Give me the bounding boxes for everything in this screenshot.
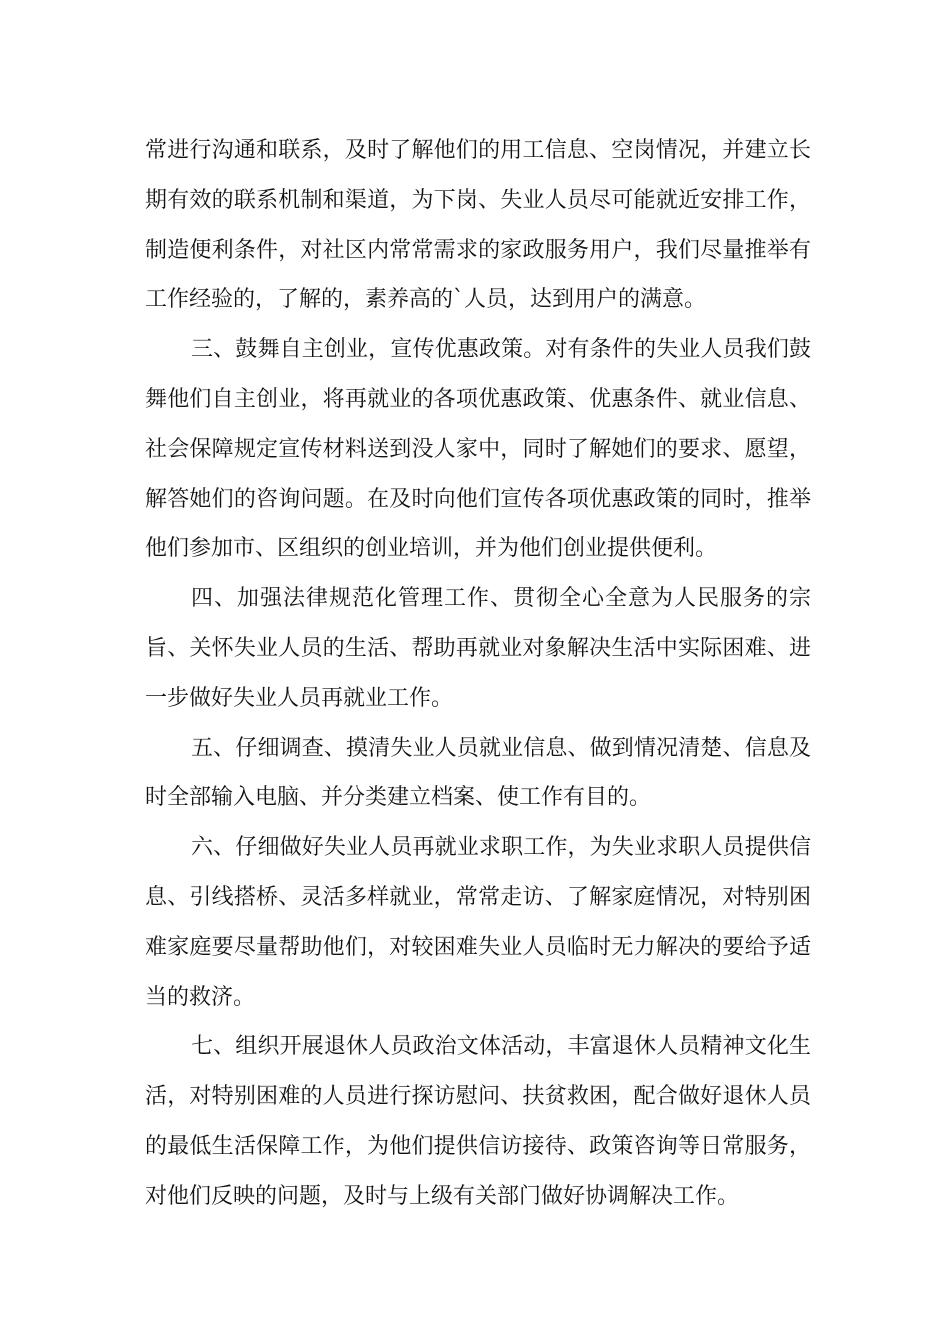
- document-body: [145, 126, 811, 1222]
- paragraph-item-7: 七、组织开展退休人员政治文体活动，丰富退休人员精神文化生活，对特别困难的人员进行探访慰问、扶贫救困，配合做好退休人员的最低生活保障工作，为他们提供信访接待、政策咨询等日常服务，对他们反映的问题，及时与上级有关部门做好协调解决工作。: [145, 1034, 811, 1209]
- paragraph-item-4: 四、加强法律规范化管理工作、贯彻全心全意为人民服务的宗旨、关怀失业人员的生活、帮助再就业对象解决生活中实际困难、进一步做好失业人员再就业工作。: [145, 586, 811, 711]
- paragraph-continuation: 常进行沟通和联系，及时了解他们的用工信息、空岗情况，并建立长期有效的联系机制和渠道，为下岗、失业人员尽可能就近安排工作，制造便利条件，对社区内常常需求的家政服务用户，我们尽量推举有工作经验的，了解的，素养高的`人员，达到用户的满意。: [145, 138, 811, 313]
- paragraph-item-6: 六、仔细做好失业人员再就业求职工作，为失业求职人员提供信息、引线搭桥、灵活多样就业，常常走访、了解家庭情况，对特别困难家庭要尽量帮助他们，对较困难失业人员临时无力解决的要给予适当的救济。: [145, 835, 811, 1010]
- paragraph-item-5: 五、仔细调查、摸清失业人员就业信息、做到情况清楚、信息及时全部输入电脑、并分类建立档案、使工作有目的。: [145, 735, 811, 811]
- paragraph-item-3: 三、鼓舞自主创业，宣传优惠政策。对有条件的失业人员我们鼓舞他们自主创业，将再就业的各项优惠政策、优惠条件、就业信息、社会保障规定宣传材料送到没人家中，同时了解她们的要求、愿望，解答她们的咨询问题。在及时向他们宣传各项优惠政策的同时，推举他们参加市、区组织的创业培训，并为他们创业提供便利。: [145, 337, 811, 562]
